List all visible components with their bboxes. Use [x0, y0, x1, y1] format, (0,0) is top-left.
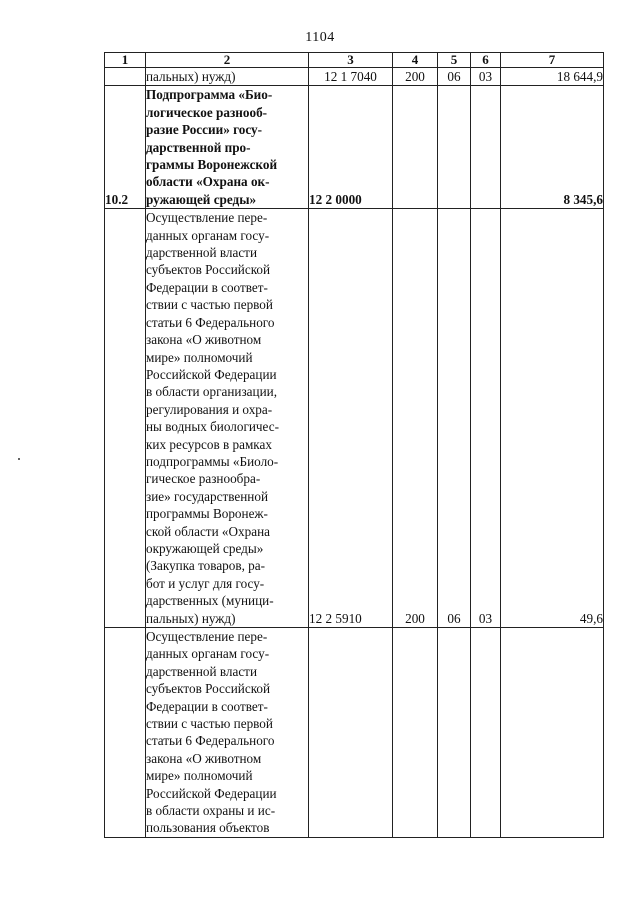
row-name-line: ствии с частью первой [146, 297, 273, 313]
row-name-line: программы Воронеж- [146, 506, 268, 522]
row-name-line: в области организации, [146, 384, 277, 400]
row-amount: 18 644,9 [501, 68, 604, 86]
row-name-line: статьи 6 Федерального [146, 733, 275, 749]
budget-table [104, 52, 604, 838]
row-name [146, 86, 309, 209]
row-name-line: гическое разнообра- [146, 471, 261, 487]
row-name-line: зие» государственной [146, 488, 268, 504]
row-name-line: статьи 6 Федерального [146, 314, 275, 330]
row-name-line: субъектов Российской [146, 262, 271, 278]
row-name-line: логическое разнооб- [146, 104, 268, 120]
row-pr: 03 [471, 68, 501, 86]
row-code: 12 2 0000 [309, 86, 393, 209]
page-number: 1104 [305, 30, 335, 45]
row-index [105, 68, 146, 86]
column-header: 2 [146, 53, 309, 68]
row-name-line: мире» полномочий [146, 349, 253, 365]
table-row [105, 209, 604, 628]
row-rz [438, 628, 471, 838]
row-name-line: разие России» госу- [146, 122, 263, 138]
row-vr [393, 628, 438, 838]
column-header: 1 [105, 53, 146, 68]
row-name-line: Федерации в соответ- [146, 698, 268, 714]
row-name-line: в области охраны и ис- [146, 803, 276, 819]
scan-speck [18, 458, 20, 460]
row-name [146, 209, 309, 628]
column-header: 5 [438, 53, 471, 68]
row-amount [501, 628, 604, 838]
row-name-line: закона «О животном [146, 750, 262, 766]
row-name-line: области «Охрана ок- [146, 174, 270, 190]
column-header: 3 [309, 53, 393, 68]
column-header: 7 [501, 53, 604, 68]
row-name-line: пользования объектов [146, 820, 270, 836]
row-code: 12 1 7040 [309, 68, 393, 86]
table-row [105, 628, 604, 838]
row-name-line: пальных) нужд) [146, 610, 236, 626]
row-pr [471, 86, 501, 209]
row-rz [438, 86, 471, 209]
row-name-line: мире» полномочий [146, 768, 253, 784]
row-name-line: Федерации в соответ- [146, 279, 268, 295]
row-pr: 03 [471, 209, 501, 628]
row-code: 12 2 5910 [309, 209, 393, 628]
column-header: 6 [471, 53, 501, 68]
row-name-line: окружающей среды» [146, 540, 264, 556]
row-name-line: ких ресурсов в рамках [146, 436, 272, 452]
row-name-line: данных органам госу- [146, 646, 270, 662]
row-name-line: (Закупка товаров, ра- [146, 558, 266, 574]
row-name-line: регулирования и охра- [146, 401, 273, 417]
row-name-line: Российской Федерации [146, 366, 277, 382]
row-vr: 200 [393, 209, 438, 628]
row-name-line: Подпрограмма «Био- [146, 87, 273, 103]
row-index [105, 628, 146, 838]
row-vr: 200 [393, 68, 438, 86]
row-name-line: подпрограммы «Биоло- [146, 453, 279, 469]
row-name-line: Осуществление пере- [146, 629, 268, 644]
table-row [105, 68, 604, 86]
row-vr [393, 86, 438, 209]
row-name [146, 628, 309, 838]
row-name-line: Российской Федерации [146, 785, 277, 801]
row-index: 10.2 [105, 86, 146, 209]
row-name-line: пальных) нужд) [146, 69, 236, 84]
row-name-line: ружающей среды» [146, 191, 257, 207]
row-name-line: дарственной про- [146, 139, 251, 155]
row-name-line: ствии с частью первой [146, 716, 273, 732]
row-rz: 06 [438, 68, 471, 86]
row-name [146, 68, 309, 86]
table-row [105, 86, 604, 209]
header-row [105, 53, 604, 68]
row-name-line: бот и услуг для госу- [146, 575, 265, 591]
row-index [105, 209, 146, 628]
row-name-line: дарственной власти [146, 663, 257, 679]
row-name-line: граммы Воронежской [146, 157, 278, 173]
row-name-line: ны водных биологичес- [146, 419, 279, 435]
column-header: 4 [393, 53, 438, 68]
row-amount: 8 345,6 [501, 86, 604, 209]
row-code [309, 628, 393, 838]
row-name-line: данных органам госу- [146, 227, 270, 243]
row-name-line: ской области «Охрана [146, 523, 270, 539]
row-name-line: Осуществление пере- [146, 210, 268, 226]
row-name-line: закона «О животном [146, 332, 262, 348]
row-name-line: дарственной власти [146, 245, 257, 261]
row-rz: 06 [438, 209, 471, 628]
row-name-line: субъектов Российской [146, 681, 271, 697]
row-name-line: дарственных (муници- [146, 593, 274, 609]
row-amount: 49,6 [501, 209, 604, 628]
row-pr [471, 628, 501, 838]
